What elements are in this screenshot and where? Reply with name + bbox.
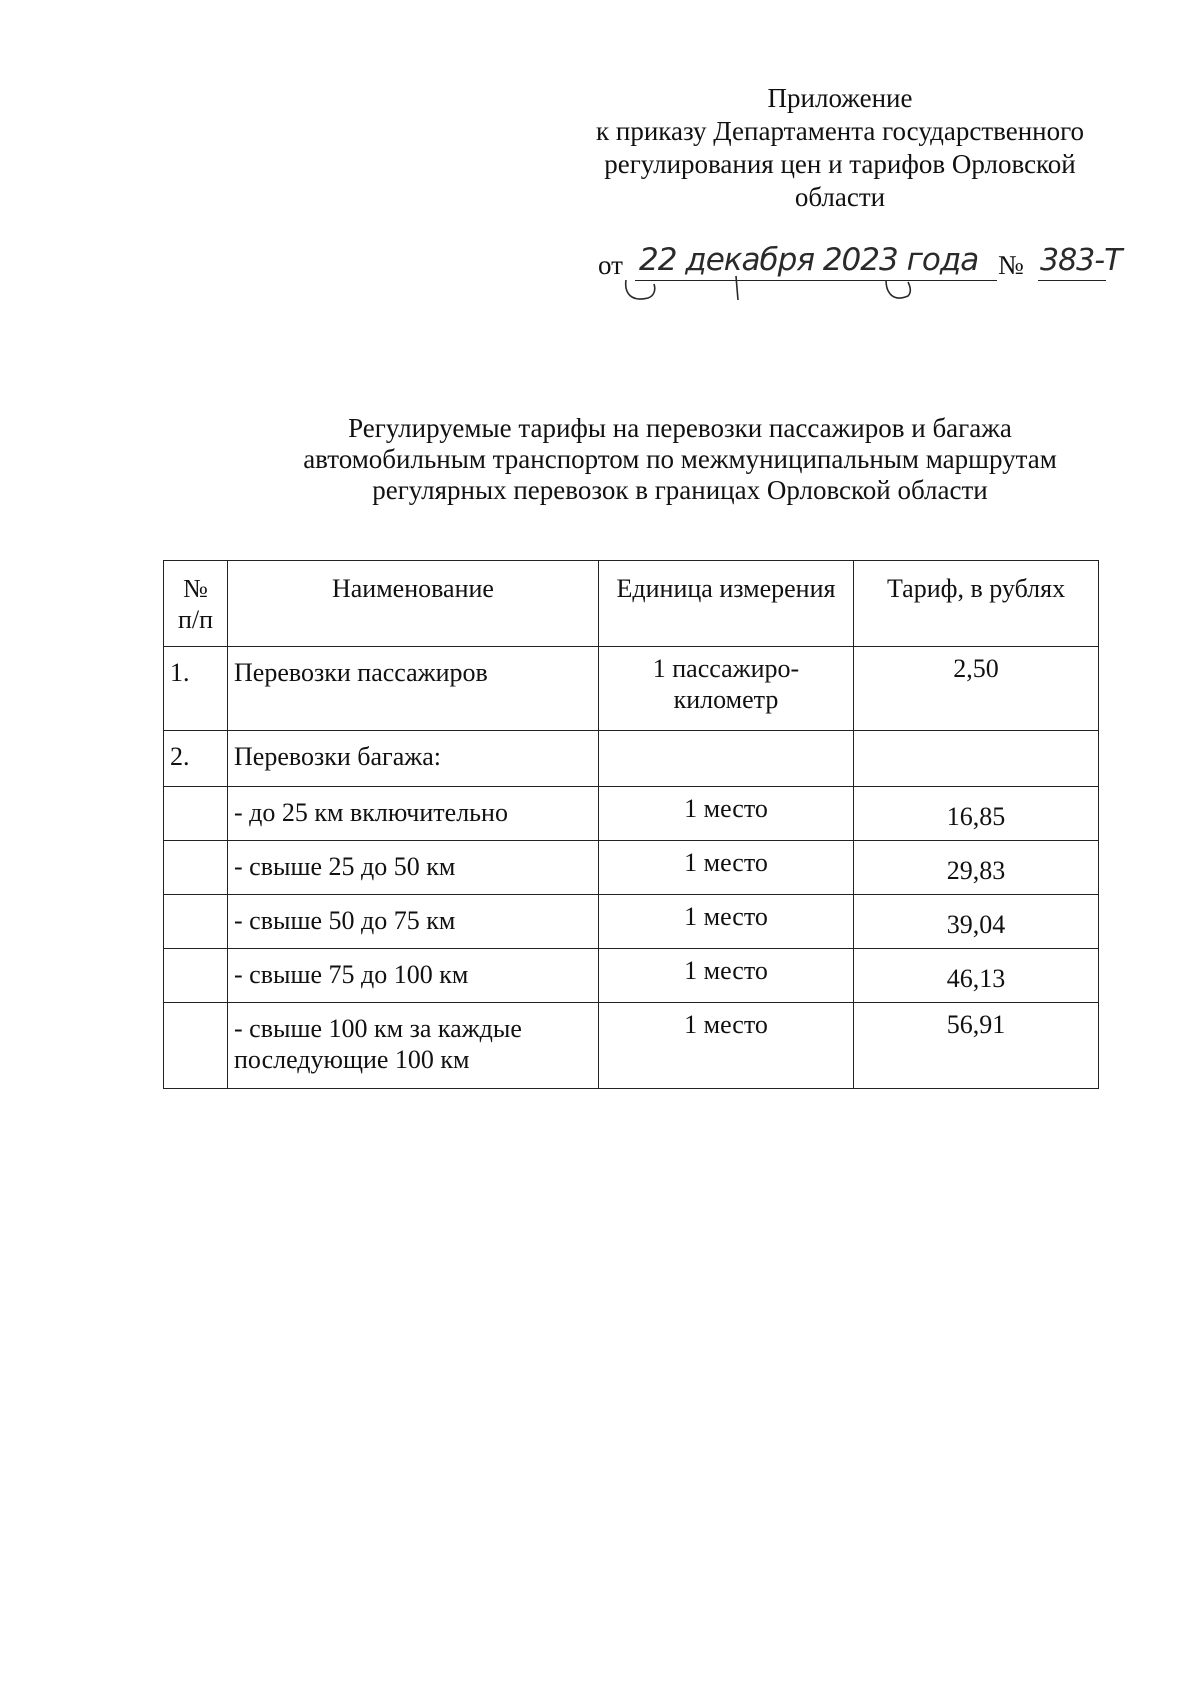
- cell-tariff: 29,83: [854, 841, 1099, 895]
- table-row: [164, 787, 1099, 841]
- order-reference: [598, 232, 1122, 292]
- table-row: [164, 841, 1099, 895]
- cell-name: - до 25 км включительно: [228, 787, 599, 841]
- cell-name: Перевозки пассажиров: [228, 647, 599, 731]
- cell-no: [164, 1003, 228, 1089]
- cell-name: - свыше 50 до 75 км: [228, 895, 599, 949]
- table-row: [164, 731, 1099, 787]
- order-number-handwritten: 383-Т: [1040, 243, 1122, 278]
- cell-unit: 1 место: [598, 787, 853, 841]
- cell-no: 2.: [164, 731, 228, 787]
- cell-no: [164, 787, 228, 841]
- appendix-line: к приказу Департамента государственного: [596, 116, 1084, 146]
- cell-tariff: 46,13: [854, 949, 1099, 1003]
- cell-unit: 1 место: [598, 895, 853, 949]
- cell-name: - свыше 75 до 100 км: [228, 949, 599, 1003]
- table-row: [164, 647, 1099, 731]
- header-tariff: Тариф, в рублях: [854, 561, 1099, 647]
- cell-no: [164, 949, 228, 1003]
- appendix-line: области: [794, 182, 886, 212]
- cell-no: [164, 841, 228, 895]
- title-line: регулярных перевозок в границах Орловской области: [372, 475, 988, 505]
- cell-name: Перевозки багажа:: [228, 731, 599, 787]
- cell-tariff: 2,50: [854, 647, 1099, 731]
- cell-no: 1.: [164, 647, 228, 731]
- table-header-row: [164, 561, 1099, 647]
- cell-no: [164, 895, 228, 949]
- cell-unit: 1 место: [598, 841, 853, 895]
- cell-unit: 1 место: [598, 949, 853, 1003]
- order-number-field: [1038, 242, 1122, 281]
- header-unit: Единица измерения: [598, 561, 853, 647]
- table-row: [164, 949, 1099, 1003]
- header-no: № п/п: [164, 561, 228, 647]
- table-row: [164, 895, 1099, 949]
- cell-unit: [598, 731, 853, 787]
- title-line: Регулируемые тарифы на перевозки пассажиров и багажа: [348, 413, 1012, 443]
- document-title: [270, 413, 1090, 506]
- cell-unit: 1 пассажиро-километр: [598, 647, 853, 731]
- handwriting-descenders-icon: [618, 270, 918, 310]
- appendix-line: Приложение: [767, 83, 913, 113]
- cell-tariff: 39,04: [854, 895, 1099, 949]
- title-line: автомобильным транспортом по межмуниципальным маршрутам: [303, 444, 1057, 474]
- cell-unit: 1 место: [598, 1003, 853, 1089]
- table-row: [164, 1003, 1099, 1089]
- order-number-label: №: [998, 250, 1024, 280]
- order-date-handwritten: 22 декабря 2023 года: [639, 242, 979, 278]
- appendix-line: регулирования цен и тарифов Орловской: [604, 149, 1076, 179]
- order-from-label: от: [598, 250, 623, 280]
- cell-name: - свыше 100 км за каждые последующие 100 км: [228, 1003, 599, 1089]
- cell-name: - свыше 25 до 50 км: [228, 841, 599, 895]
- cell-tariff: 56,91: [854, 1003, 1099, 1089]
- tariffs-table: [163, 560, 1099, 1089]
- header-name: Наименование: [228, 561, 599, 647]
- cell-tariff: 16,85: [854, 787, 1099, 841]
- appendix-header: [560, 82, 1120, 214]
- cell-tariff: [854, 731, 1099, 787]
